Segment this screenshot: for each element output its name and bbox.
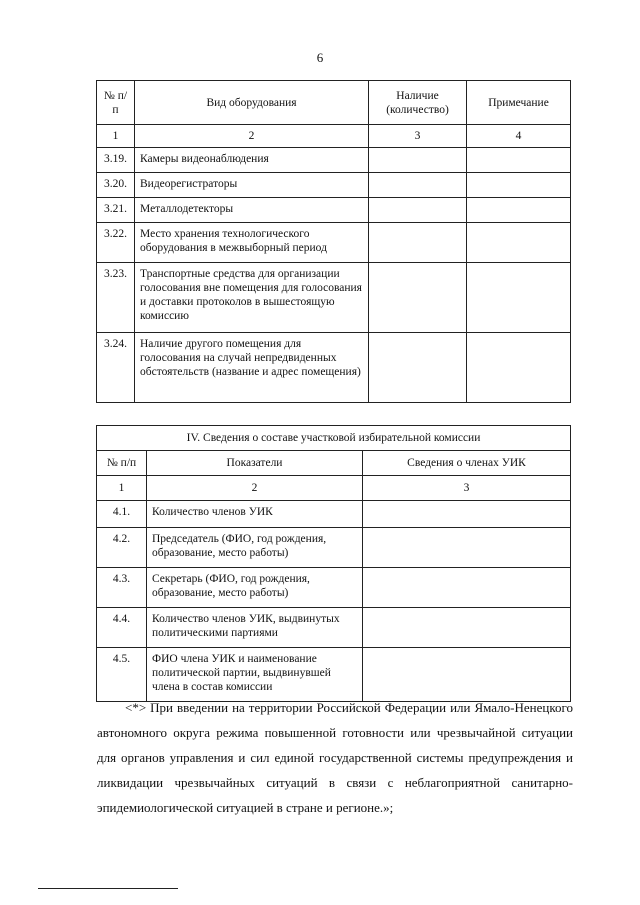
equipment-table <box>96 80 571 403</box>
table-row <box>97 528 571 568</box>
footnote-text: <*> При введении на территории Российской Федерации или Ямало-Ненецкого автономного округа режима повышенной готовности или чрезвычайной ситуации для органов управления и сил единой государственной системы предупреждения и ликвидации чрезвычайных ситуаций в связи с неблагоприятной санитарно-эпидемиологической ситуацией в стране и регионе.»; <box>97 700 573 815</box>
row-label: ФИО члена УИК и наименование политической партии, выдвинувшей члена в состав комиссии <box>147 648 363 702</box>
section-title-row <box>97 426 571 451</box>
header-cell: Наличие (количество) <box>369 81 467 125</box>
footnote-separator <box>38 888 178 889</box>
row-quantity <box>369 173 467 198</box>
row-info <box>363 501 571 528</box>
table-row <box>97 568 571 608</box>
table-row <box>97 608 571 648</box>
row-number: 4.4. <box>97 608 147 648</box>
row-number: 4.2. <box>97 528 147 568</box>
row-number: 4.5. <box>97 648 147 702</box>
table-header-row <box>97 451 571 476</box>
row-quantity <box>369 198 467 223</box>
row-quantity <box>369 333 467 403</box>
row-number: 4.3. <box>97 568 147 608</box>
table-header-row <box>97 81 571 125</box>
index-cell: 2 <box>135 125 369 148</box>
commission-table <box>96 425 571 702</box>
row-number: 3.22. <box>97 223 135 263</box>
row-quantity <box>369 223 467 263</box>
row-label: Камеры видеонаблюдения <box>135 148 369 173</box>
row-label: Количество членов УИК, выдвинутых политическими партиями <box>147 608 363 648</box>
table-row <box>97 501 571 528</box>
table-index-row <box>97 476 571 501</box>
row-label: Секретарь (ФИО, год рождения, образование, место работы) <box>147 568 363 608</box>
row-label: Металлодетекторы <box>135 198 369 223</box>
table-row <box>97 148 571 173</box>
index-cell: 2 <box>147 476 363 501</box>
row-number: 4.1. <box>97 501 147 528</box>
row-quantity <box>369 148 467 173</box>
row-info <box>363 648 571 702</box>
header-cell: № п/п <box>97 451 147 476</box>
table-row <box>97 648 571 702</box>
row-number: 3.21. <box>97 198 135 223</box>
index-cell: 1 <box>97 125 135 148</box>
table-row <box>97 173 571 198</box>
index-cell: 3 <box>369 125 467 148</box>
row-info <box>363 528 571 568</box>
row-label: Видеорегистраторы <box>135 173 369 198</box>
row-note <box>467 198 571 223</box>
row-label: Наличие другого помещения для голосования на случай непредвиденных обстоятельств (название и адрес помещения) <box>135 333 369 403</box>
row-quantity <box>369 263 467 333</box>
index-cell: 4 <box>467 125 571 148</box>
table-row <box>97 263 571 333</box>
row-note <box>467 148 571 173</box>
header-cell: Примечание <box>467 81 571 125</box>
footnote <box>97 695 573 820</box>
row-number: 3.20. <box>97 173 135 198</box>
header-cell: Сведения о членах УИК <box>363 451 571 476</box>
table-row <box>97 223 571 263</box>
row-info <box>363 568 571 608</box>
row-info <box>363 608 571 648</box>
page-number: 6 <box>316 50 324 65</box>
row-label: Председатель (ФИО, год рождения, образование, место работы) <box>147 528 363 568</box>
row-label: Количество членов УИК <box>147 501 363 528</box>
table-index-row <box>97 125 571 148</box>
header-cell: Показатели <box>147 451 363 476</box>
row-number: 3.24. <box>97 333 135 403</box>
row-note <box>467 263 571 333</box>
row-number: 3.23. <box>97 263 135 333</box>
index-cell: 1 <box>97 476 147 501</box>
row-note <box>467 333 571 403</box>
index-cell: 3 <box>363 476 571 501</box>
row-note <box>467 173 571 198</box>
row-label: Место хранения технологического оборудования в межвыборный период <box>135 223 369 263</box>
table-row <box>97 333 571 403</box>
table-row <box>97 198 571 223</box>
header-cell: № п/п <box>97 81 135 125</box>
header-cell: Вид оборудования <box>135 81 369 125</box>
row-number: 3.19. <box>97 148 135 173</box>
row-label: Транспортные средства для организации голосования вне помещения для голосования и доставки протоколов в вышестоящую комиссию <box>135 263 369 333</box>
section-title: IV. Сведения о составе участковой избирательной комиссии <box>97 426 571 451</box>
row-note <box>467 223 571 263</box>
